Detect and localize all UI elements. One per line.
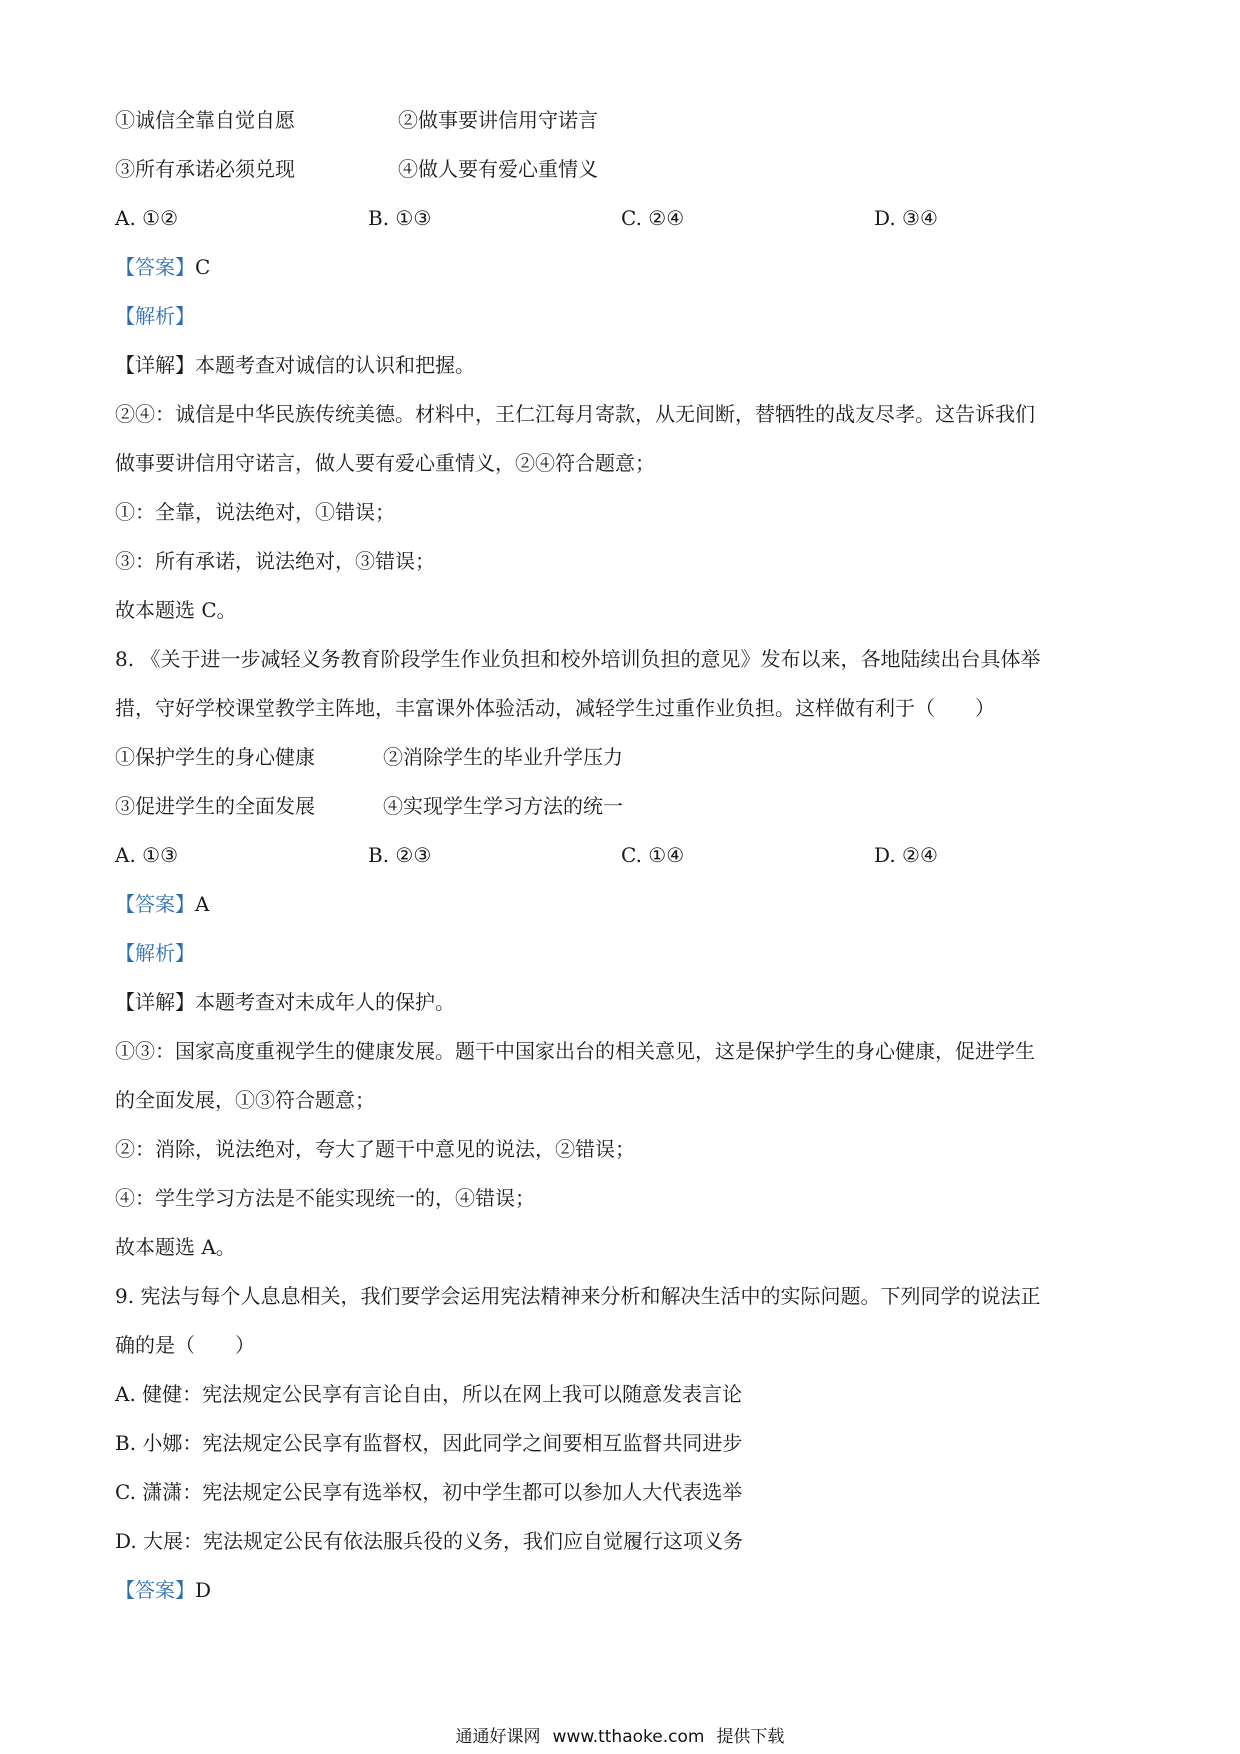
q8-analysis-heading	[115, 929, 1135, 978]
q7-answer-tag: 【答案】	[115, 255, 195, 279]
q9-stem-line-2: 确的是（ ）	[115, 1333, 255, 1357]
q7-detail-tag: 【详解】	[115, 353, 195, 377]
q7-analysis-line: ③：所有承诺，说法绝对，③错误；	[115, 549, 435, 573]
q7-option-d: D. ③④	[874, 206, 938, 230]
q7-analysis-line: ②④：诚信是中华民族传统美德。材料中，王仁江每月寄款，从无间断，替牺牲的战友尽孝。这告诉我们	[115, 402, 1035, 426]
q7-detail-intro: 本题考查对诚信的认识和把握。	[195, 353, 475, 377]
q8-analysis-line: 的全面发展，①③符合题意；	[115, 1088, 375, 1112]
q7-options-row	[115, 194, 1135, 243]
q8-analysis-line: ①③：国家高度重视学生的健康发展。题干中国家出台的相关意见，这是保护学生的身心健康，促进学生	[115, 1039, 1035, 1063]
q9-answer	[115, 1566, 1135, 1615]
q8-stem-line-1: 8. 《关于进一步减轻义务教育阶段学生作业负担和校外培训负担的意见》发布以来，各地陆续出台具体举	[115, 647, 1041, 671]
q7-statement-4: ④做人要有爱心重情义	[398, 157, 598, 181]
q7-option-c: C. ②④	[621, 206, 685, 230]
q9-answer-value: D	[195, 1578, 212, 1602]
q7-conclusion: 故本题选 C。	[115, 598, 237, 622]
q8-answer-value: A	[195, 892, 210, 916]
q7-analysis-tag: 【解析】	[115, 304, 195, 328]
q7-answer	[115, 243, 1135, 292]
q8-statement-1: ①保护学生的身心健康	[115, 745, 315, 769]
q7-statement-1: ①诚信全靠自觉自愿	[115, 108, 295, 132]
page-footer	[0, 1722, 1240, 1747]
q7-statement-2: ②做事要讲信用守诺言	[398, 108, 598, 132]
q8-statement-4: ④实现学生学习方法的统一	[383, 794, 623, 818]
q9-stem-line-1: 9. 宪法与每个人息息相关，我们要学会运用宪法精神来分析和解决生活中的实际问题。下列同学的说法正	[115, 1284, 1041, 1308]
q7-analysis-line: 做事要讲信用守诺言，做人要有爱心重情义，②④符合题意；	[115, 451, 655, 475]
q8-conclusion: 故本题选 A。	[115, 1235, 236, 1259]
q8-detail-intro: 本题考查对未成年人的保护。	[195, 990, 455, 1014]
q7-analysis-heading	[115, 292, 1135, 341]
q8-analysis-tag: 【解析】	[115, 941, 195, 965]
q7-option-b: B. ①③	[368, 206, 432, 230]
q8-statement-3: ③促进学生的全面发展	[115, 794, 315, 818]
q7-option-a: A. ①②	[115, 206, 179, 230]
q8-option-c: C. ①④	[621, 843, 685, 867]
q7-statement-3: ③所有承诺必须兑现	[115, 157, 295, 181]
q9-option-b: B. 小娜：宪法规定公民享有监督权，因此同学之间要相互监督共同进步	[115, 1431, 743, 1455]
q9-option-d: D. 大展：宪法规定公民有依法服兵役的义务，我们应自觉履行这项义务	[115, 1529, 744, 1553]
q9-option-c: C. 潇潇：宪法规定公民享有选举权，初中学生都可以参加人大代表选举	[115, 1480, 743, 1504]
q9-answer-tag: 【答案】	[115, 1578, 195, 1602]
footer-site-name: 通通好课网	[455, 1727, 541, 1747]
q7-statements-row-1	[115, 96, 1135, 145]
q8-analysis-line: ④：学生学习方法是不能实现统一的，④错误；	[115, 1186, 535, 1210]
q7-statements-row-2	[115, 145, 1135, 194]
q8-analysis-line: ②：消除，说法绝对，夸大了题干中意见的说法，②错误；	[115, 1137, 635, 1161]
q8-options-row	[115, 831, 1135, 880]
q8-statements-row-2	[115, 782, 1135, 831]
q7-detail	[115, 341, 1135, 390]
q8-option-b: B. ②③	[368, 843, 432, 867]
q8-answer-tag: 【答案】	[115, 892, 195, 916]
q7-answer-value: C	[195, 255, 211, 279]
q8-option-a: A. ①③	[115, 843, 179, 867]
document-page	[115, 96, 1135, 1615]
q8-statement-2: ②消除学生的毕业升学压力	[383, 745, 623, 769]
q8-detail	[115, 978, 1135, 1027]
q8-stem-line-2: 措，守好学校课堂教学主阵地，丰富课外体验活动，减轻学生过重作业负担。这样做有利于（ ）	[115, 696, 995, 720]
q9-option-a: A. 健健：宪法规定公民享有言论自由，所以在网上我可以随意发表言论	[115, 1382, 743, 1406]
q7-analysis-line: ①：全靠，说法绝对，①错误；	[115, 500, 395, 524]
q8-detail-tag: 【详解】	[115, 990, 195, 1014]
q8-statements-row-1	[115, 733, 1135, 782]
footer-url[interactable]: www.tthaoke.com	[552, 1727, 705, 1747]
q8-answer	[115, 880, 1135, 929]
q8-option-d: D. ②④	[874, 843, 938, 867]
footer-note: 提供下载	[716, 1727, 785, 1747]
